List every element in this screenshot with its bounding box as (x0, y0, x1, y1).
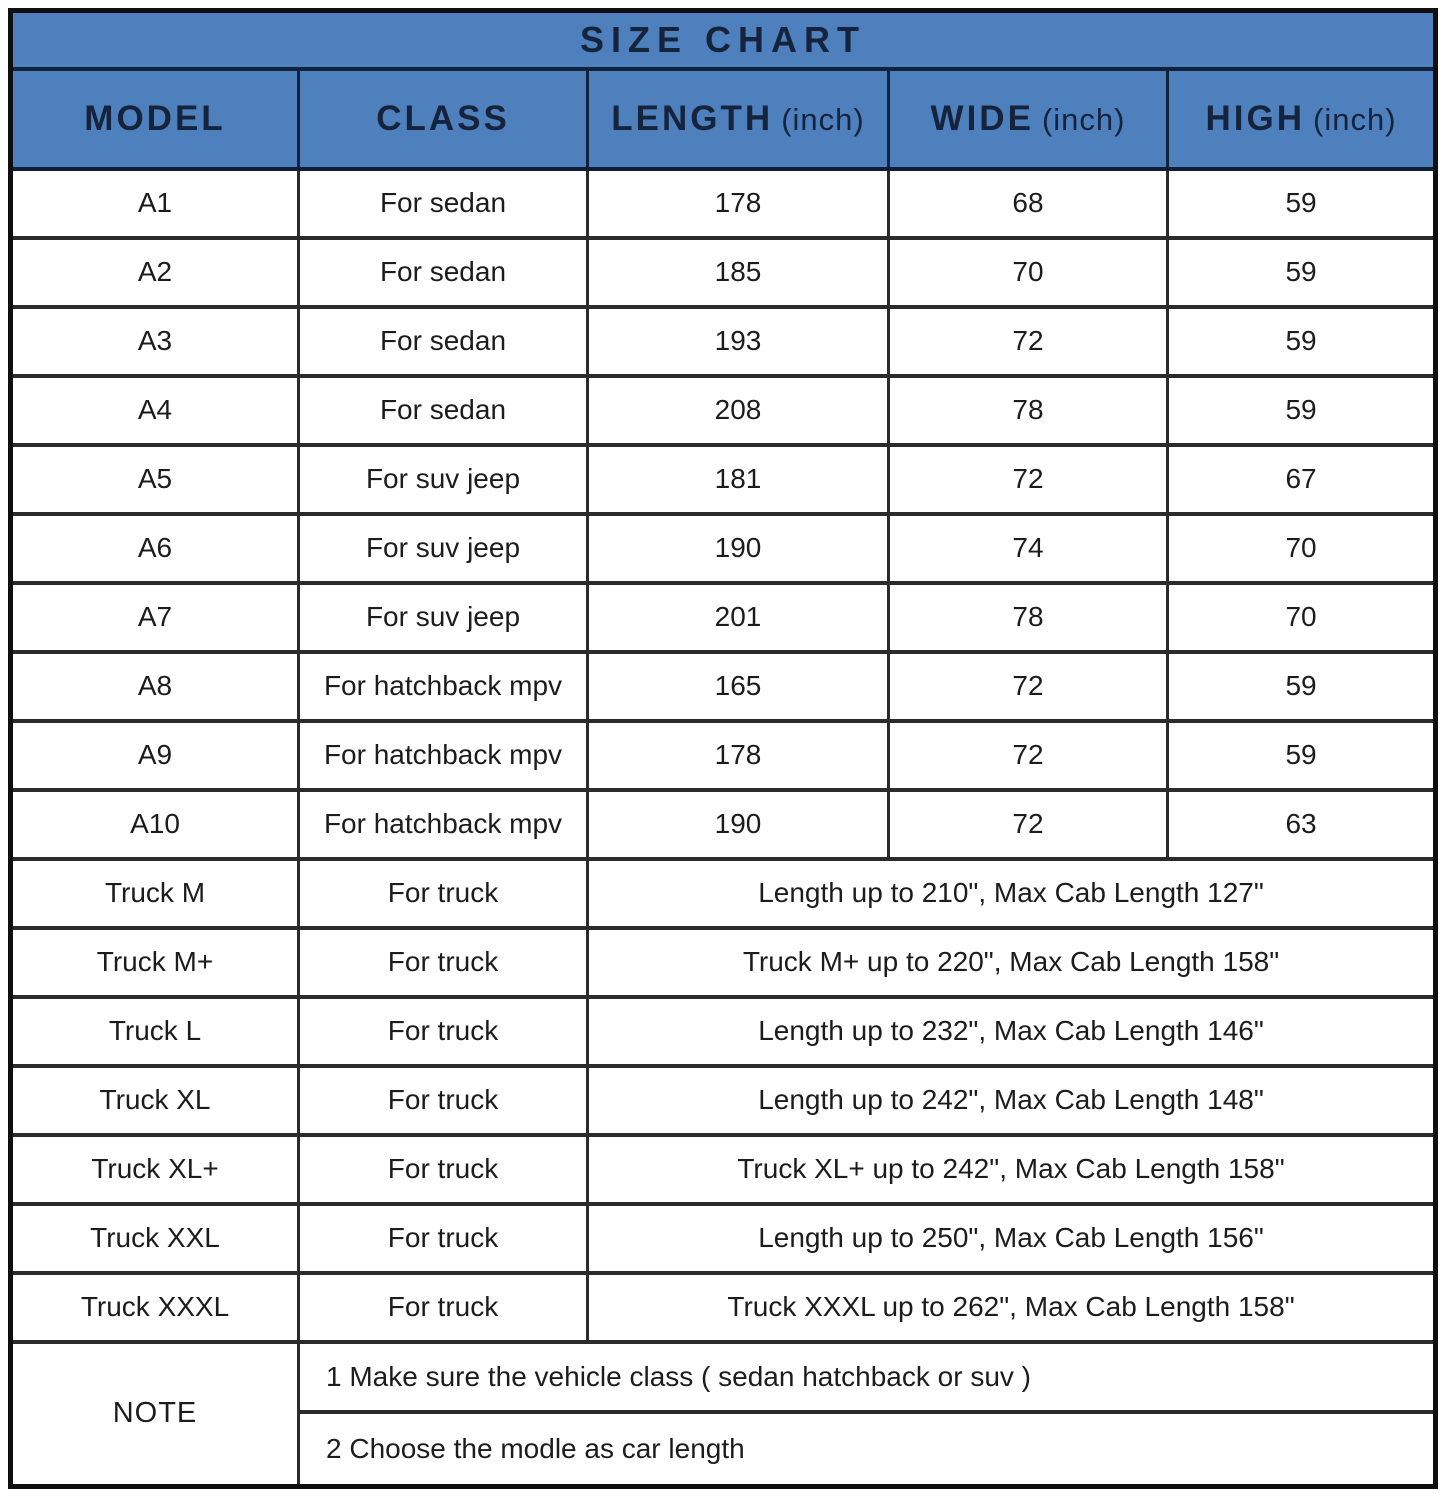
wide-cell: 78 (889, 376, 1168, 445)
col-header-wide-unit: (inch) (1041, 101, 1126, 137)
high-cell: 59 (1168, 376, 1436, 445)
col-header-class-label: CLASS (376, 98, 510, 138)
vehicle-row (11, 514, 1436, 583)
class-cell: For hatchback mpv (299, 790, 588, 859)
truck-spec-cell: Length up to 250", Max Cab Length 156" (588, 1204, 1436, 1273)
high-cell: 67 (1168, 445, 1436, 514)
high-cell: 70 (1168, 514, 1436, 583)
wide-cell: 74 (889, 514, 1168, 583)
model-cell: A6 (11, 514, 299, 583)
col-header-model-label: MODEL (84, 98, 226, 138)
model-cell: Truck XXL (11, 1204, 299, 1273)
model-cell: A4 (11, 376, 299, 445)
note-item-2: 2 Choose the modle as car length (299, 1412, 1436, 1487)
truck-row (11, 1204, 1436, 1273)
size-chart-table (8, 8, 1438, 1489)
length-cell: 201 (588, 583, 889, 652)
high-cell: 59 (1168, 169, 1436, 238)
class-cell: For hatchback mpv (299, 652, 588, 721)
high-cell: 59 (1168, 238, 1436, 307)
column-header-row (11, 69, 1436, 169)
vehicle-row (11, 376, 1436, 445)
truck-spec-cell: Truck XXXL up to 262", Max Cab Length 158" (588, 1273, 1436, 1342)
vehicle-row (11, 583, 1436, 652)
truck-spec-cell: Truck M+ up to 220", Max Cab Length 158" (588, 928, 1436, 997)
note-section (11, 1342, 1436, 1487)
col-header-length (588, 69, 889, 169)
class-cell: For truck (299, 928, 588, 997)
wide-cell: 70 (889, 238, 1168, 307)
col-header-length-label: LENGTH (611, 98, 774, 138)
wide-cell: 68 (889, 169, 1168, 238)
wide-cell: 72 (889, 445, 1168, 514)
high-cell: 59 (1168, 721, 1436, 790)
length-cell: 185 (588, 238, 889, 307)
length-cell: 193 (588, 307, 889, 376)
length-cell: 181 (588, 445, 889, 514)
model-cell: Truck M (11, 859, 299, 928)
length-cell: 178 (588, 169, 889, 238)
class-cell: For suv jeep (299, 583, 588, 652)
wide-cell: 72 (889, 652, 1168, 721)
truck-row (11, 1066, 1436, 1135)
class-cell: For sedan (299, 169, 588, 238)
high-cell: 59 (1168, 652, 1436, 721)
vehicle-row (11, 238, 1436, 307)
high-cell: 59 (1168, 307, 1436, 376)
vehicle-row (11, 721, 1436, 790)
wide-cell: 72 (889, 790, 1168, 859)
col-header-model (11, 69, 299, 169)
note-label: NOTE (11, 1342, 299, 1487)
col-header-high-unit: (inch) (1313, 101, 1397, 137)
chart-title: SIZE CHART (11, 11, 1436, 69)
truck-spec-cell: Truck XL+ up to 242", Max Cab Length 158" (588, 1135, 1436, 1204)
truck-spec-cell: Length up to 210", Max Cab Length 127" (588, 859, 1436, 928)
col-header-wide-label: WIDE (930, 98, 1034, 138)
class-cell: For truck (299, 1135, 588, 1204)
class-cell: For truck (299, 859, 588, 928)
high-cell: 63 (1168, 790, 1436, 859)
col-header-length-unit: (inch) (781, 101, 865, 137)
model-cell: A2 (11, 238, 299, 307)
model-cell: A1 (11, 169, 299, 238)
title-row (11, 11, 1436, 69)
class-cell: For sedan (299, 307, 588, 376)
class-cell: For suv jeep (299, 445, 588, 514)
model-cell: Truck XXXL (11, 1273, 299, 1342)
model-cell: A10 (11, 790, 299, 859)
vehicle-row (11, 445, 1436, 514)
class-cell: For hatchback mpv (299, 721, 588, 790)
truck-row (11, 1135, 1436, 1204)
length-cell: 165 (588, 652, 889, 721)
model-cell: A8 (11, 652, 299, 721)
col-header-high-label: HIGH (1205, 98, 1305, 138)
class-cell: For suv jeep (299, 514, 588, 583)
model-cell: A3 (11, 307, 299, 376)
truck-row (11, 859, 1436, 928)
class-cell: For sedan (299, 376, 588, 445)
vehicle-row (11, 790, 1436, 859)
col-header-high (1168, 69, 1436, 169)
model-cell: A9 (11, 721, 299, 790)
length-cell: 190 (588, 514, 889, 583)
col-header-wide (889, 69, 1168, 169)
col-header-class (299, 69, 588, 169)
class-cell: For truck (299, 1273, 588, 1342)
class-cell: For truck (299, 1066, 588, 1135)
vehicle-row (11, 652, 1436, 721)
vehicle-rows-section (11, 169, 1436, 859)
truck-row (11, 928, 1436, 997)
model-cell: A7 (11, 583, 299, 652)
vehicle-row (11, 307, 1436, 376)
model-cell: A5 (11, 445, 299, 514)
truck-row (11, 1273, 1436, 1342)
wide-cell: 78 (889, 583, 1168, 652)
truck-rows-section (11, 859, 1436, 1342)
length-cell: 190 (588, 790, 889, 859)
class-cell: For truck (299, 997, 588, 1066)
note-item-1: 1 Make sure the vehicle class ( sedan hatchback or suv ) (299, 1342, 1436, 1412)
vehicle-row (11, 169, 1436, 238)
note-row (11, 1342, 1436, 1412)
length-cell: 208 (588, 376, 889, 445)
model-cell: Truck L (11, 997, 299, 1066)
model-cell: Truck M+ (11, 928, 299, 997)
wide-cell: 72 (889, 307, 1168, 376)
model-cell: Truck XL (11, 1066, 299, 1135)
length-cell: 178 (588, 721, 889, 790)
truck-spec-cell: Length up to 232", Max Cab Length 146" (588, 997, 1436, 1066)
truck-spec-cell: Length up to 242", Max Cab Length 148" (588, 1066, 1436, 1135)
class-cell: For truck (299, 1204, 588, 1273)
class-cell: For sedan (299, 238, 588, 307)
model-cell: Truck XL+ (11, 1135, 299, 1204)
truck-row (11, 997, 1436, 1066)
wide-cell: 72 (889, 721, 1168, 790)
high-cell: 70 (1168, 583, 1436, 652)
